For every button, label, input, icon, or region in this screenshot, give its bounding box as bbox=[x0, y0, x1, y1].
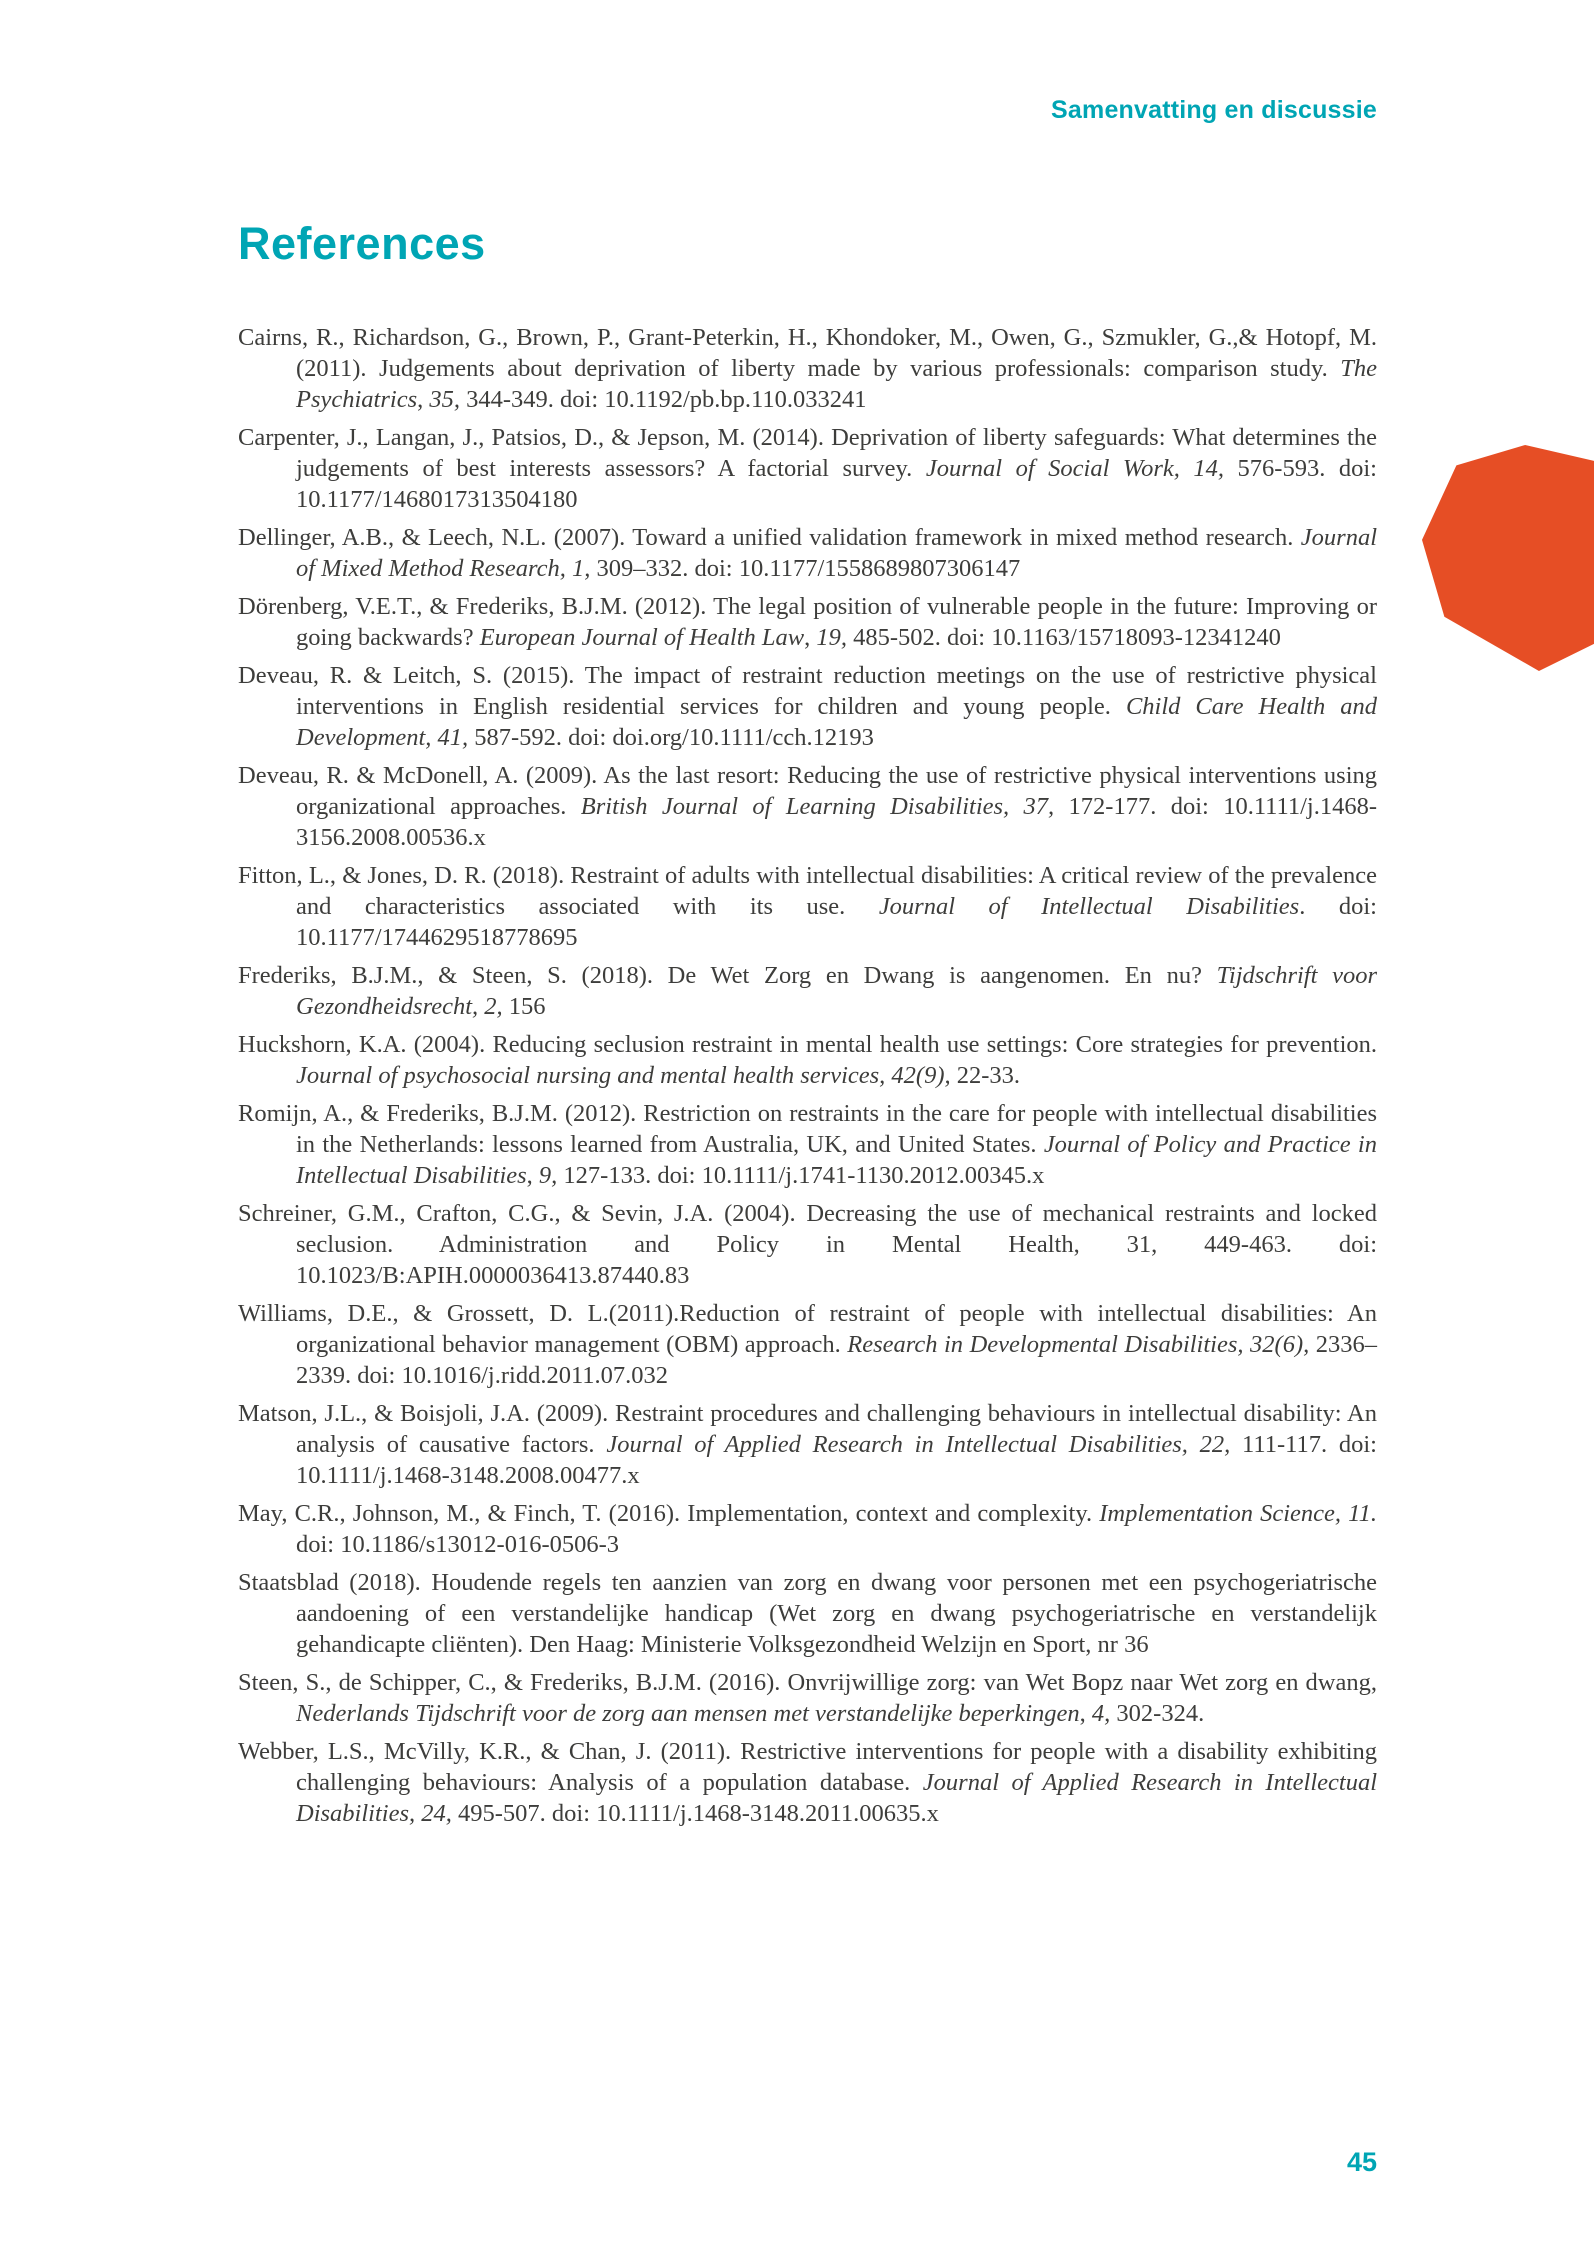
reference-entry bbox=[238, 660, 1377, 753]
reference-journal-segment: 9, bbox=[538, 1162, 558, 1189]
reference-entry bbox=[238, 860, 1377, 953]
reference-text-segment: Staatsblad (2018). Houdende regels ten aanzien van zorg en dwang voor personen met een psychogeriatrische aandoening of een verstandelijke handicap (Wet zorg en dwang psychogeriatrische en verstandelijk gehandicapte cliënten). Den Haag: Ministerie Volksgezondheid Welzijn en Sport, nr 36 bbox=[238, 1569, 1377, 1658]
reference-journal-segment: Journal of Applied Research in Intellectual Disabilities, 24, bbox=[296, 1769, 1377, 1827]
orange-polygon-decoration bbox=[1422, 445, 1594, 671]
reference-journal-segment: Research in Developmental Disabilities, 32(6), bbox=[847, 1331, 1310, 1358]
reference-text-segment: 302-324. bbox=[1110, 1700, 1205, 1727]
reference-entry bbox=[238, 1098, 1377, 1191]
reference-journal-segment: Journal of Mixed Method Research, 1, bbox=[296, 524, 1377, 582]
reference-journal-segment: Journal of psychosocial nursing and mental health services, 42(9), bbox=[296, 1062, 951, 1089]
reference-text-segment: Dörenberg, V.E.T., & Frederiks, B.J.M. (2012). The legal position of vulnerable people in the future: Improving or going backwards? bbox=[238, 593, 1377, 651]
reference-text-segment: , bbox=[1079, 1700, 1092, 1727]
reference-text-segment: Romijn, A., & Frederiks, B.J.M. (2012). Restriction on restraints in the care for people with intellectual disabilities in the Netherlands: lessons learned from Australia, UK, and United States. bbox=[238, 1100, 1377, 1158]
reference-text-segment: 587-592. doi: doi.org/10.1111/cch.12193 bbox=[468, 724, 874, 751]
reference-text-segment: 156 bbox=[502, 993, 546, 1020]
running-header: Samenvatting en discussie bbox=[1051, 96, 1377, 124]
reference-text-segment: 309–332. doi: 10.1177/1558689807306147 bbox=[590, 555, 1021, 582]
reference-text-segment: Williams, D.E., & Grossett, D. L.(2011).Reduction of restraint of people with intellectual disabilities: An organizational behavior management (OBM) approach. bbox=[238, 1300, 1377, 1358]
reference-text-segment: Deveau, R. & Leitch, S. (2015). The impact of restraint reduction meetings on the use of restrictive physical interventions in English residential services for children and young people. bbox=[238, 662, 1377, 720]
references-list bbox=[238, 322, 1377, 1836]
reference-journal-segment: Nederlands Tijdschrift voor de zorg aan mensen met verstandelijke beperkingen bbox=[296, 1700, 1080, 1727]
reference-journal-segment: Journal of Social Work, 14, bbox=[925, 455, 1225, 482]
reference-text-segment: Matson, J.L., & Boisjoli, J.A. (2009). Restraint procedures and challenging behaviours in intellectual disability: An analysis of causative factors. bbox=[238, 1400, 1377, 1458]
reference-text-segment: 495-507. doi: 10.1111/j.1468-3148.2011.00635.x bbox=[451, 1800, 939, 1827]
reference-entry bbox=[238, 1736, 1377, 1829]
reference-text-segment: Steen, S., de Schipper, C., & Frederiks, B.J.M. (2016). Onvrijwillige zorg: van Wet Bopz naar Wet zorg en dwang, bbox=[238, 1669, 1377, 1696]
reference-journal-segment: Journal of Policy and Practice in Intellectual Disabilities bbox=[296, 1131, 1377, 1189]
reference-text-segment: , bbox=[526, 1162, 539, 1189]
reference-entry bbox=[238, 1298, 1377, 1391]
reference-text-segment: Schreiner, G.M., Crafton, C.G., & Sevin, J.A. (2004). Decreasing the use of mechanical restraints and locked seclusion. Administration and Policy in Mental Health, 31, 449-463. doi: 10.1023/B:APIH.0000036413.87440.83 bbox=[238, 1200, 1377, 1289]
reference-text-segment: 172-177. doi: 10.1111/j.1468-3156.2008.00536.x bbox=[296, 793, 1378, 851]
page-title: References bbox=[238, 218, 486, 269]
reference-entry bbox=[238, 422, 1377, 515]
reference-entry bbox=[238, 960, 1377, 1022]
reference-entry bbox=[238, 1198, 1377, 1291]
reference-journal-segment: 19, bbox=[816, 624, 847, 651]
reference-text-segment: Frederiks, B.J.M., & Steen, S. (2018). De Wet Zorg en Dwang is aangenomen. En nu? bbox=[238, 962, 1217, 989]
reference-text-segment: 127-133. doi: 10.1111/j.1741-1130.2012.00345.x bbox=[557, 1162, 1045, 1189]
reference-text-segment: May, C.R., Johnson, M., & Finch, T. (2016). Implementation, context and complexity. bbox=[238, 1500, 1100, 1527]
reference-text-segment: 111-117. doi: 10.1111/j.1468-3148.2008.00477.x bbox=[296, 1431, 1377, 1489]
reference-journal-segment: British Journal of Learning Disabilities, 37, bbox=[580, 793, 1055, 820]
reference-entry bbox=[238, 1498, 1377, 1560]
reference-text-segment: Fitton, L., & Jones, D. R. (2018). Restraint of adults with intellectual disabilities: A critical review of the prevalence and characteristics associated with its use. bbox=[238, 862, 1377, 920]
reference-text-segment: doi: 10.1186/s13012-016-0506-3 bbox=[296, 1531, 620, 1558]
reference-entry bbox=[238, 1029, 1377, 1091]
reference-text-segment: , bbox=[804, 624, 817, 651]
reference-entry bbox=[238, 1667, 1377, 1729]
reference-text-segment: 22-33. bbox=[950, 1062, 1021, 1089]
reference-journal-segment: Tijdschrift voor Gezondheidsrecht, 2, bbox=[296, 962, 1377, 1020]
reference-text-segment: Carpenter, J., Langan, J., Patsios, D., & Jepson, M. (2014). Deprivation of liberty safeguards: What determines the judgements of best interests assessors? A factorial survey. bbox=[238, 424, 1377, 482]
reference-entry bbox=[238, 1398, 1377, 1491]
reference-journal-segment: Implementation Science, 11. bbox=[1099, 1500, 1377, 1527]
reference-text-segment: . doi: 10.1177/1744629518778695 bbox=[296, 893, 1377, 951]
reference-text-segment: Dellinger, A.B., & Leech, N.L. (2007). Toward a unified validation framework in mixed method research. bbox=[238, 524, 1301, 551]
reference-journal-segment: Journal of Intellectual Disabilities bbox=[878, 893, 1300, 920]
reference-text-segment: 2336–2339. doi: 10.1016/j.ridd.2011.07.032 bbox=[296, 1331, 1378, 1389]
reference-entry bbox=[238, 1567, 1377, 1660]
reference-text-segment: Webber, L.S., McVilly, K.R., & Chan, J. (2011). Restrictive interventions for people with a disability exhibiting challenging behaviours: Analysis of a population database. bbox=[238, 1738, 1377, 1796]
reference-text-segment: , bbox=[417, 386, 430, 413]
reference-entry bbox=[238, 760, 1377, 853]
page-number: 45 bbox=[1346, 2147, 1377, 2177]
reference-journal-segment: The Psychiatrics bbox=[296, 355, 1377, 413]
reference-text-segment: 344-349. doi: 10.1192/pb.bp.110.033241 bbox=[460, 386, 867, 413]
reference-journal-segment: 4, bbox=[1091, 1700, 1111, 1727]
reference-text-segment: Cairns, R., Richardson, G., Brown, P., Grant-Peterkin, H., Khondoker, M., Owen, G., Szmukler, G.,& Hotopf, M. (2011). Judgements about deprivation of liberty made by various professionals: comparison study. bbox=[238, 324, 1377, 382]
reference-entry bbox=[238, 522, 1377, 584]
reference-journal-segment: Child Care Health and Development, 41, bbox=[296, 693, 1377, 751]
reference-text-segment: 576-593. doi: 10.1177/1468017313504180 bbox=[296, 455, 1377, 513]
reference-text-segment: Deveau, R. & McDonell, A. (2009). As the last resort: Reducing the use of restrictive physical interventions using organizational approaches. bbox=[238, 762, 1377, 820]
reference-entry bbox=[238, 591, 1377, 653]
reference-text-segment: 485-502. doi: 10.1163/15718093-12341240 bbox=[846, 624, 1281, 651]
reference-entry bbox=[238, 322, 1377, 415]
reference-journal-segment: 35, bbox=[429, 386, 460, 413]
reference-text-segment: Huckshorn, K.A. (2004). Reducing seclusion restraint in mental health use settings: Core strategies for prevention. bbox=[238, 1031, 1377, 1058]
reference-journal-segment: European Journal of Health Law bbox=[479, 624, 805, 651]
reference-journal-segment: Journal of Applied Research in Intellectual Disabilities, 22, bbox=[606, 1431, 1231, 1458]
